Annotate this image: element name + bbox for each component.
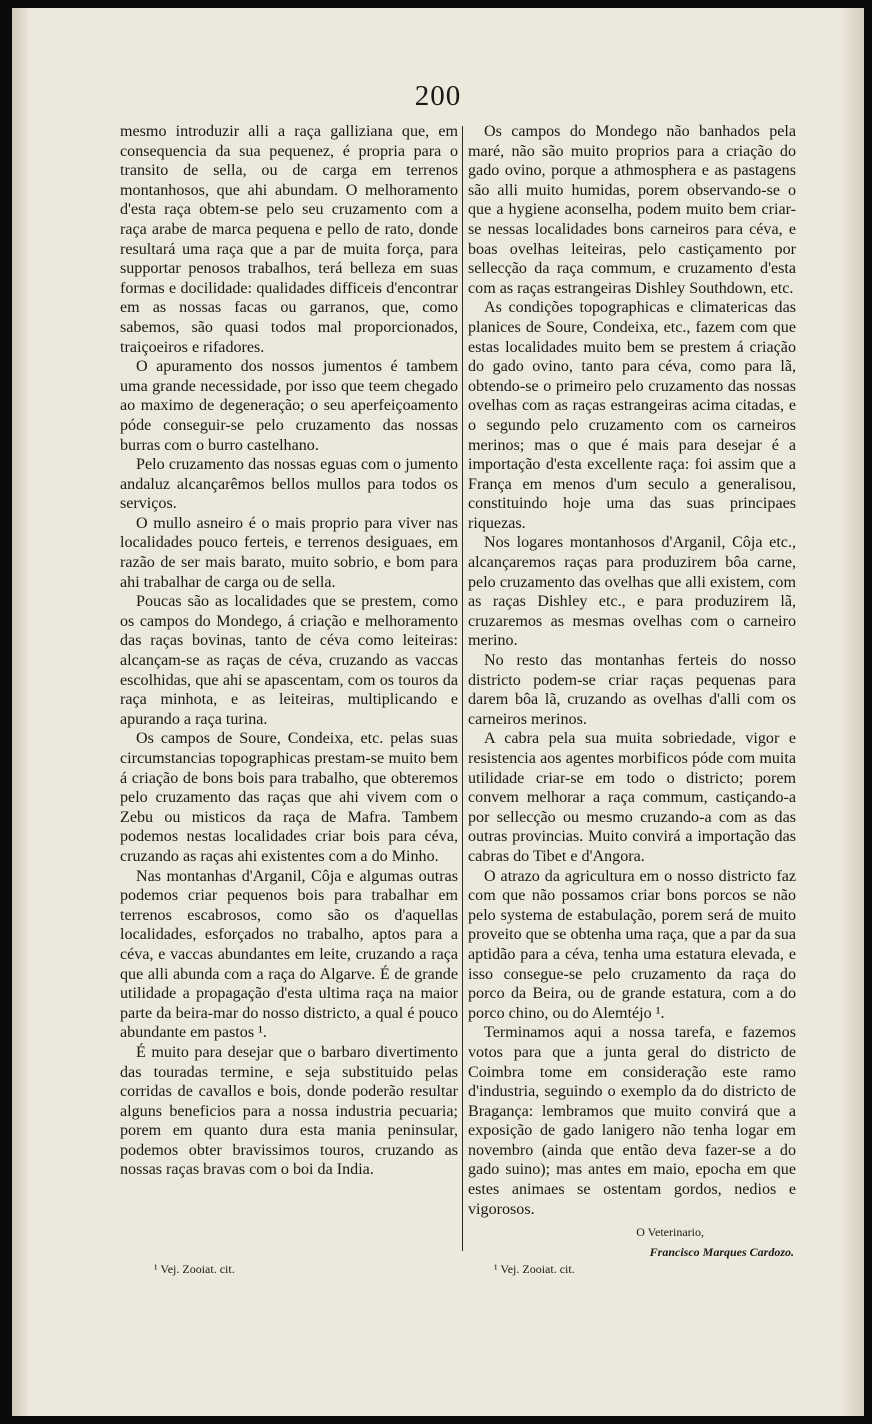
- page-edge-shadow-left: [12, 8, 30, 1416]
- paragraph: A cabra pela sua muita sobriedade, vigor e resistencia aos agentes morbificos póde com muita utilidade criar-se em todo o districto; porem convem melhorar a raça commum, castiçando-a por sellecção ou mesmo cruzando-a com as das outras provincias. Muito convirá a importação das cabras do Tibet e d'Angora.: [468, 730, 796, 865]
- paragraph: O mullo asneiro é o mais proprio para viver nas localidades pouco ferteis, e terrenos desiguaes, em razão de ser mais barato, muito sobrio, e bom para ahi trabalhar de carga ou de sella.: [120, 514, 458, 591]
- page-edge-shadow-right: [840, 8, 864, 1416]
- paragraph: Pelo cruzamento das nossas eguas com o jumento andaluz alcançarêmos bellos mullos para todos os serviços.: [120, 456, 458, 513]
- left-column: [120, 122, 458, 1180]
- signature-role: O Veterinario,: [636, 1225, 704, 1240]
- paragraph: O apuramento dos nossos jumentos é tambem uma grande necessidade, por isso que teem chegado ao maximo de degeneração; o seu aperfeiçoamento póde conseguir-se pelo cruzamento das nossas burras com o burro castelhano.: [120, 358, 458, 454]
- paragraph: O atrazo da agricultura em o nosso districto faz com que não possamos criar bons porcos se não pelo systema de estabulação, porem será de muito proveito que se obtenha uma raça, que a par da sua aptidão para a céva, tenha uma estatura elevada, e isso consegue-se pelo cruzamento da raça do porco da Beira, ou de grande estatura, com a do porco chino, ou do Alemtéjo ¹.: [468, 867, 796, 1022]
- paragraph: Poucas são as localidades que se prestem, como os campos do Mondego, á criação e melhoramento das raças bovinas, tanto de céva como leiteiras: alcançam-se as raças de céva, cruzando as vaccas escolhidas, que ahi se apascentam, com os touros da raça minhota, e as leiteiras, multiplicando e apurando a raça turina.: [120, 593, 458, 728]
- paragraph: Terminamos aqui a nossa tarefa, e fazemos votos para que a junta geral do districto de Coimbra tome em consideração este ramo d'industria, seguindo o exemplo da do districto de Bragança: lembramos que muito convirá que a exposição de gado lanigero não tenha logar em novembro (ainda que então deva fazer-se a do gado suino); mas antes em maio, epocha em que estes animaes se ostentam gordos, nedios e vigorosos.: [468, 1024, 796, 1218]
- paragraph: As condições topographicas e climatericas das planices de Soure, Condeixa, etc., fazem com que estas localidades muito bem se prestem á criação do gado ovino, tanto para céva, como para lã, obtendo-se o primeiro pelo cruzamento das nossas ovelhas com as raças estrangeiras acima citadas, e o segundo pelo cruzamento com os carneiros merinos; mas o que é mais para desejar é a importação d'esta excellente raça: foi assim que a França em menos d'um seculo a generalisou, constituindo hoje uma das suas principaes riquezas.: [468, 299, 796, 532]
- signature-block: [468, 1223, 796, 1262]
- paragraph: Os campos do Mondego não banhados pela maré, não são muito proprios para a criação do gado ovino, porque a athmosphera e as pastagens são alli muito humidas, porem observando-se o que a hygiene aconselha, podem muito bem criar-se nessas localidades bons carneiros para céva, e boas ovelhas leiteiras, pelo castiçamento por sellecção da raça commum, e cruzamento d'esta com as raças estrangeiras Dishley Southdown, etc.: [468, 123, 796, 297]
- paragraph: mesmo introduzir alli a raça galliziana que, em consequencia da sua pequenez, é propria para o transito de sella, ou de carga em terrenos montanhosos, que ahi abundam. O melhoramento d'esta raça obtem-se pelo seu cruzamento com a raça arabe de marca pequena e pello de rato, donde resultará uma raça que a par de muita força, para supportar penosos trabalhos, terá belleza em suas formas e docilidade: qualidades difficeis d'encontrar em as nossas facas ou garranos, que, como sabemos, são quasi todos mal proporcionados, traiçoeiros e rifadores.: [120, 123, 458, 356]
- paragraph: Os campos de Soure, Condeixa, etc. pelas suas circumstancias topographicas prestam-se muito bem á criação de bons bois para trabalho, que obteremos pelo cruzamento das raças que ahi vivem com o Zebu ou misticos da raça de Mafra. Tambem podemos nestas localidades criar bois para céva, cruzando as raças ahi existentes com a do Minho.: [120, 730, 458, 865]
- right-column-body: [468, 122, 796, 1219]
- paragraph: É muito para desejar que o barbaro divertimento das touradas termine, e seja substituido pelas corridas de cavallos e bois, donde poderão resultar alguns beneficios para a nossa industria pecuaria; porem em quanto dura esta mania peninsular, podemos obter bravissimos touros, cruzando as nossas raças bravas com o boi da India.: [120, 1043, 458, 1179]
- right-column: [468, 122, 796, 1262]
- page-number: 200: [414, 80, 462, 112]
- paragraph: Nos logares montanhosos d'Arganil, Côja etc., alcançaremos raças para produzirem bôa carne, pelo cruzamento das ovelhas que alli existem, com as raças Dishley etc., e para produzirem lã, cruzaremos as mesmas ovelhas com o carneiro merino.: [468, 534, 796, 650]
- column-divider: [462, 126, 463, 1251]
- signature-name: Francisco Marques Cardozo.: [649, 1244, 794, 1259]
- paragraph: Nas montanhas d'Arganil, Côja e algumas outras podemos criar pequenos bois para trabalhar em terrenos escabrosos, como são os d'aquellas localidades, esforçados no trabalho, aptos para a céva, e vaccas abundantes em leite, cruzando a raça que alli abunda com a raça do Algarve. É de grande utilidade a propagação d'esta ultima raça na maior parte da beira-mar do nosso districto, a qual é pouco abundante em pastos ¹.: [120, 867, 458, 1042]
- newspaper-page: [12, 8, 864, 1416]
- footnote-left: ¹ Vej. Zooiat. cit.: [154, 1262, 235, 1276]
- footnote-right: ¹ Vej. Zooiat. cit.: [494, 1262, 575, 1276]
- paragraph: No resto das montanhas ferteis do nosso districto podem-se criar raças pequenas para darem bôa lã, cruzando as ovelhas d'alli com os carneiros merinos.: [468, 652, 796, 728]
